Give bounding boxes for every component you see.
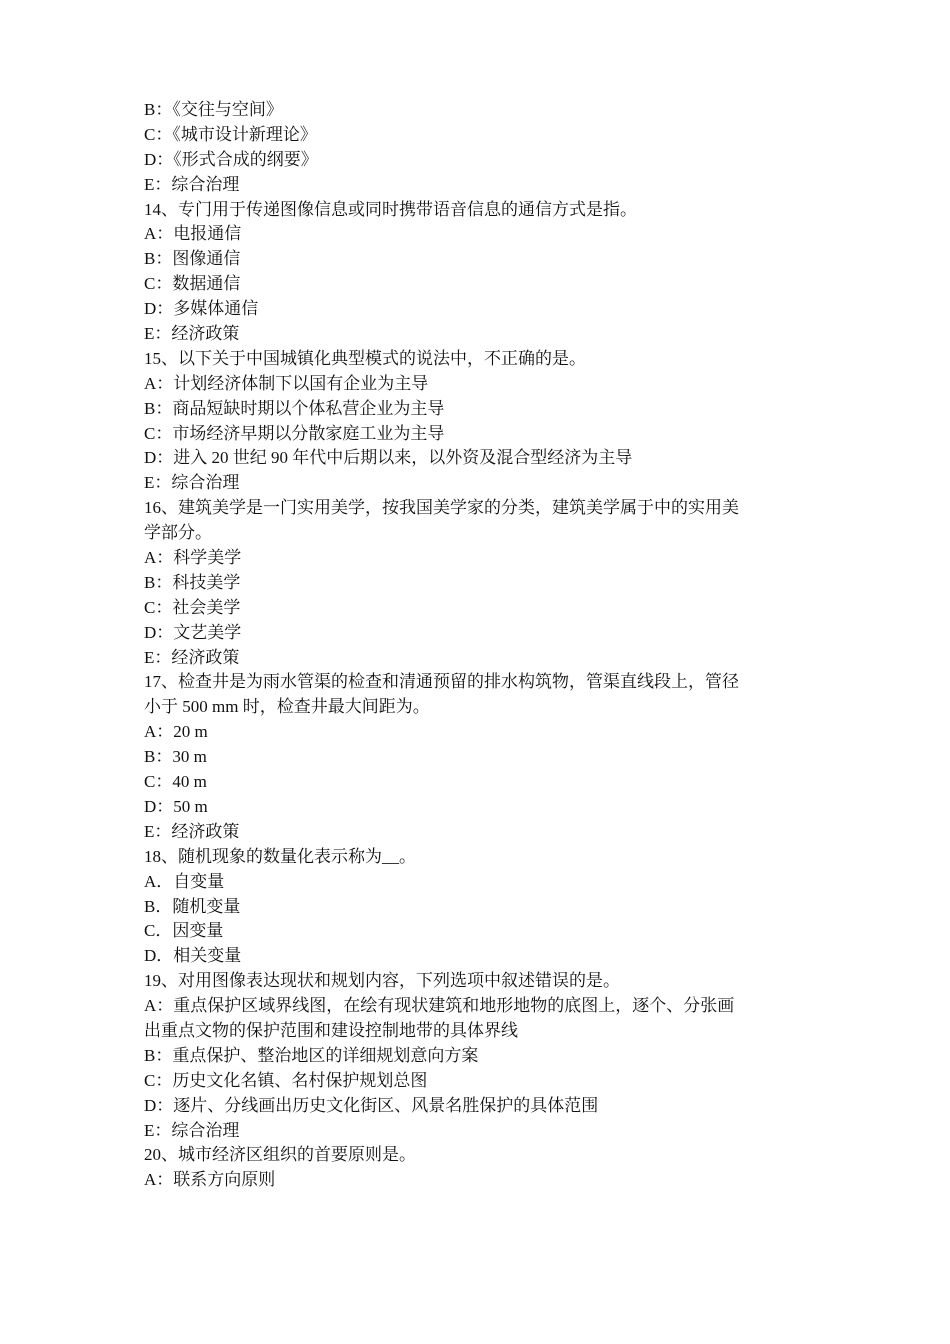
text-line: E：经济政策: [144, 324, 240, 344]
text-line: B：商品短缺时期以个体私营企业为主导: [144, 398, 445, 418]
text-line: C：历史文化名镇、名村保护规划总图: [144, 1070, 428, 1090]
text-line: A：联系方向原则: [144, 1170, 276, 1190]
text-line: C：市场经济早期以分散家庭工业为主导: [144, 423, 445, 443]
text-line: B．随机变量: [144, 896, 241, 916]
text-line: E：经济政策: [144, 821, 240, 841]
text-line: C：《城市设计新理论》: [144, 124, 317, 144]
text-line: E：综合治理: [144, 174, 240, 194]
text-line: A：重点保护区域界线图，在绘有现状建筑和地形地物的底图上，逐个、分张画: [144, 996, 735, 1016]
text-line: A：20 m: [144, 722, 208, 742]
text-line: D：多媒体通信: [144, 299, 259, 319]
text-line: D：文艺美学: [144, 622, 242, 642]
question-18: 18、随机现象的数量化表示称为__。: [144, 846, 416, 866]
text-line: C：社会美学: [144, 597, 241, 617]
text-line: E：综合治理: [144, 473, 240, 493]
question-14: 14、专门用于传递图像信息或同时携带语音信息的通信方式是指。: [144, 199, 637, 219]
text-line: D：《形式合成的纲要》: [144, 149, 318, 169]
text-line: B：图像通信: [144, 249, 241, 269]
text-line: A．自变量: [144, 871, 225, 891]
text-line: E：综合治理: [144, 1120, 240, 1140]
text-line: A：电报通信: [144, 224, 242, 244]
text-line: A：科学美学: [144, 548, 242, 568]
question-16: 16、建筑美学是一门实用美学，按我国美学家的分类，建筑美学属于中的实用美: [144, 498, 739, 518]
text-line: C．因变量: [144, 921, 224, 941]
text-line: A：计划经济体制下以国有企业为主导: [144, 373, 429, 393]
text-line: E：经济政策: [144, 647, 240, 667]
text-line: B：科技美学: [144, 572, 241, 592]
document-body: [144, 98, 814, 1193]
text-line: C：40 m: [144, 772, 207, 792]
text-line: C：数据通信: [144, 274, 241, 294]
text-line: 出重点文物的保护范围和建设控制地带的具体界线: [144, 1020, 518, 1040]
question-20: 20、城市经济区组织的首要原则是。: [144, 1145, 416, 1165]
text-line: B：30 m: [144, 747, 207, 767]
text-line: D：进入 20 世纪 90 年代中后期以来，以外资及混合型经济为主导: [144, 448, 633, 468]
text-line: B：重点保护、整治地区的详细规划意向方案: [144, 1045, 479, 1065]
question-17: 17、检查井是为雨水管渠的检查和清通预留的排水构筑物，管渠直线段上，管径: [144, 672, 739, 692]
text-line: 学部分。: [144, 523, 212, 543]
text-line: B：《交往与空间》: [144, 100, 283, 119]
text-line: 小于 500 mm 时，检查井最大间距为。: [144, 697, 430, 717]
question-15: 15、以下关于中国城镇化典型模式的说法中，不正确的是。: [144, 348, 586, 368]
question-19: 19、对用图像表达现状和规划内容，下列选项中叙述错误的是。: [144, 971, 620, 991]
text-line: D．相关变量: [144, 946, 242, 966]
text-line: D：50 m: [144, 796, 208, 816]
text-line: D：逐片、分线画出历史文化街区、风景名胜保护的具体范围: [144, 1095, 599, 1115]
